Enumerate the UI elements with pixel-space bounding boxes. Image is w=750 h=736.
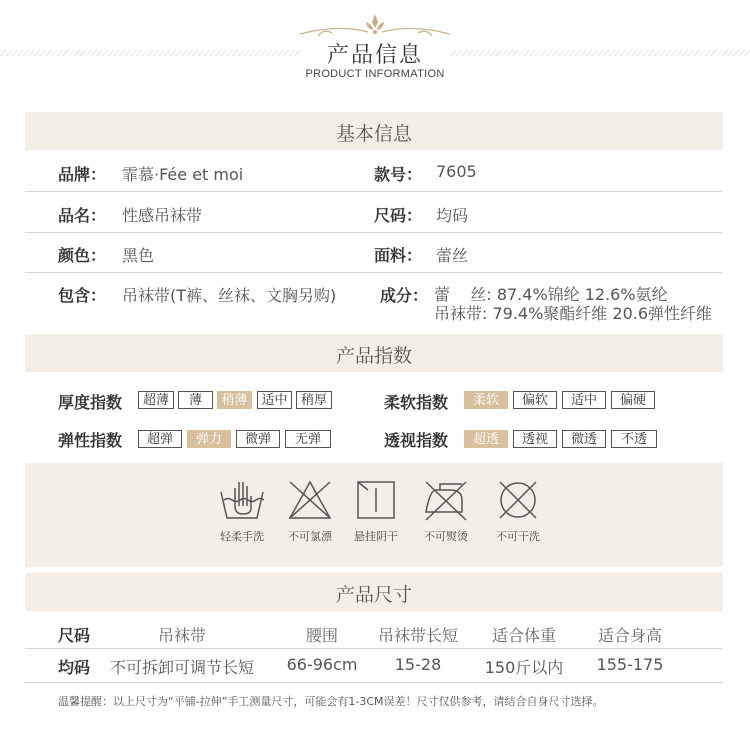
fabric-label: 面料：	[374, 246, 423, 265]
softness-label: 柔软指数	[384, 393, 449, 412]
softness-option: 偏硬	[611, 391, 655, 409]
basic-info-title: 基本信息	[335, 123, 412, 145]
thickness-option: 适中	[257, 391, 292, 409]
care-item-hang-dry	[346, 478, 406, 544]
size-title: 产品尺寸	[335, 584, 412, 606]
care-item-no-iron	[416, 478, 476, 544]
transparency-option: 不透	[611, 430, 657, 448]
index-title: 产品指数	[335, 345, 412, 367]
size-header-cell: 吊袜带	[157, 626, 206, 645]
thickness-option: 稍厚	[296, 391, 332, 409]
composition-line-2: 吊袜带: 79.4%聚酯纤维 20.6弹性纤维	[434, 304, 713, 323]
transparency-option: 微透	[562, 430, 606, 448]
elasticity-option-selected: 弹力	[187, 430, 231, 448]
item-no-value: 7605	[436, 162, 477, 181]
care-item-no-bleach	[280, 478, 340, 544]
name-value: 性感吊袜带	[122, 206, 203, 225]
divider	[25, 648, 723, 649]
includes-value: 吊袜带(T裤、丝袜、文胸另购)	[122, 286, 337, 305]
color-label: 颜色：	[58, 246, 107, 265]
divider	[25, 272, 723, 273]
hand-wash-icon	[218, 478, 266, 522]
transparency-label: 透视指数	[384, 431, 449, 450]
elasticity-option: 无弹	[285, 430, 331, 448]
size-row-cell: 均码	[58, 658, 91, 677]
page-subtitle: PRODUCT INFORMATION	[305, 68, 445, 80]
divider	[25, 232, 723, 233]
size-row-cell: 150斤以内	[484, 658, 564, 677]
thickness-option: 超薄	[138, 391, 174, 409]
size-header-cell: 尺码	[58, 626, 91, 645]
fabric-value: 蕾丝	[436, 246, 469, 265]
size-row-cell: 66-96cm	[286, 655, 358, 674]
care-instructions	[0, 478, 750, 558]
elasticity-option: 超弹	[138, 430, 182, 448]
no-iron-label: 不可熨烫	[424, 530, 468, 543]
no-dry-clean-icon	[494, 478, 542, 522]
hang-dry-shade-icon	[352, 478, 400, 522]
size-header-cell: 吊袜带长短	[377, 626, 458, 645]
no-iron-icon	[422, 478, 470, 522]
thickness-option-selected: 稍薄	[217, 391, 252, 409]
brand-value: 霏慕·Fée et moi	[122, 165, 244, 184]
no-bleach-icon	[286, 478, 334, 522]
elasticity-label: 弹性指数	[58, 431, 123, 450]
item-no-label: 款号：	[374, 165, 423, 184]
care-item-hand-wash	[212, 478, 272, 544]
hand-wash-label: 轻柔手洗	[220, 530, 264, 543]
softness-option: 偏软	[513, 391, 557, 409]
includes-label: 包含：	[58, 286, 107, 305]
softness-option-selected: 柔软	[464, 391, 508, 409]
size-row-cell: 155-175	[596, 655, 664, 674]
size-header-cell: 腰围	[305, 626, 338, 645]
composition-label: 成分：	[380, 286, 429, 305]
divider	[25, 191, 723, 192]
divider	[25, 682, 723, 683]
elasticity-option: 微弹	[236, 430, 280, 448]
size-row-cell: 不可拆卸可调节长短	[109, 658, 254, 677]
size-header-cell: 适合身高	[597, 626, 662, 645]
no-dry-clean-label: 不可干洗	[496, 530, 540, 543]
size-label: 尺码：	[374, 206, 423, 225]
brand-label: 品牌：	[58, 165, 107, 184]
size-value: 均码	[436, 206, 469, 225]
size-row-cell: 15-28	[394, 655, 442, 674]
care-item-no-dry-clean	[488, 478, 548, 544]
softness-option: 适中	[562, 391, 606, 409]
thickness-option: 薄	[178, 391, 213, 409]
page-title: 产品信息	[326, 43, 423, 68]
name-label: 品名：	[58, 206, 107, 225]
measurement-note: 温馨提醒：以上尺寸为“平铺-拉伸”手工测量尺寸，可能会有1-3CM误差！尺寸仅供参考，请结合自身尺寸选择。	[58, 695, 604, 708]
size-header-cell: 适合体重	[491, 626, 556, 645]
composition-line-1: 蕾 丝: 87.4%锦纶 12.6%氨纶	[434, 285, 668, 304]
thickness-label: 厚度指数	[58, 393, 123, 412]
transparency-option-selected: 超透	[464, 430, 508, 448]
transparency-option: 透视	[513, 430, 557, 448]
no-bleach-label: 不可氯漂	[288, 530, 332, 543]
hang-dry-label: 悬挂阴干	[354, 530, 398, 543]
color-value: 黑色	[122, 246, 155, 265]
